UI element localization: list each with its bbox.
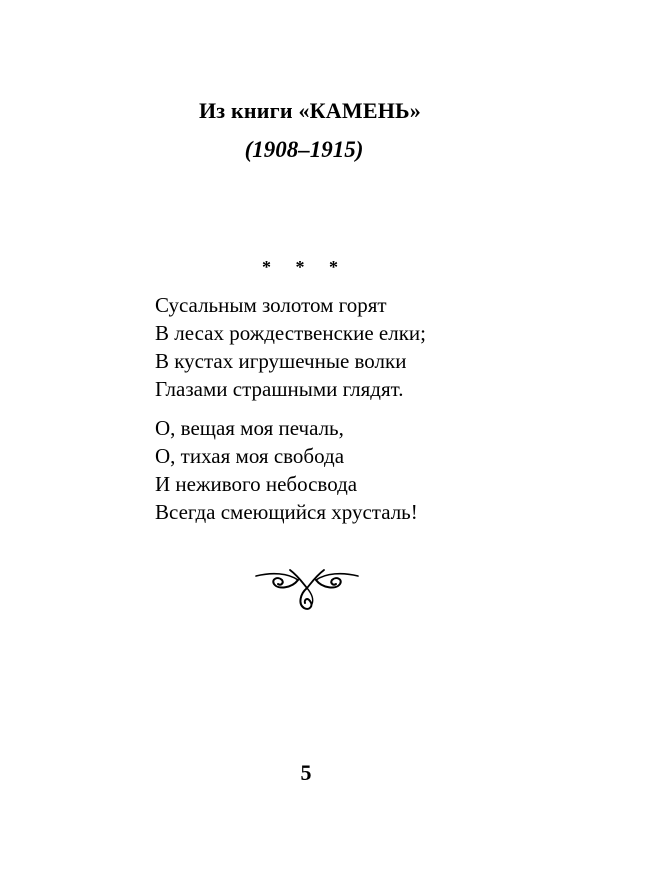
poem-line: И неживого небосвода [155,472,358,496]
page-number: 5 [300,760,312,785]
poem-line: О, вещая моя печаль, [155,416,344,440]
poem-separator: * * * [262,257,348,277]
stanza-2 [155,414,575,526]
poem-line: Сусальным золотом горят [155,293,387,317]
section-title: Из книги «КАМЕНЬ» [199,98,421,123]
stanza-1 [155,291,575,403]
poem-line: В кустах игрушечные волки [155,349,407,373]
poem-line: Всегда смеющийся хрусталь! [155,500,418,524]
poem-line: Глазами страшными глядят. [155,377,404,401]
flourish-divider-icon [254,566,360,612]
poem-line: В лесах рождественские елки; [155,321,427,345]
section-years: (1908–1915) [244,137,364,162]
poem-line: О, тихая моя свобода [155,444,345,468]
